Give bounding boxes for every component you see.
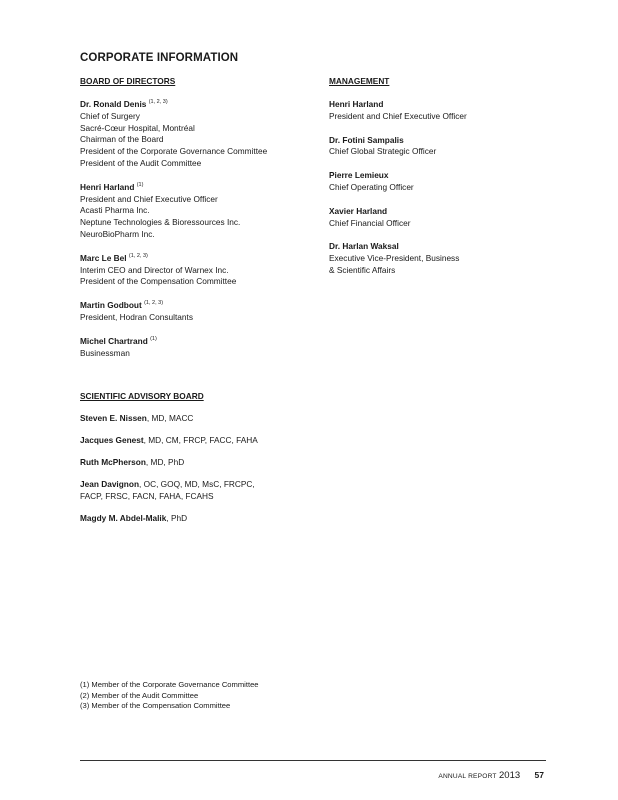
advisor-credentials: , MD, CM, FRCP, FACC, FAHA <box>143 434 258 445</box>
advisor-name: Magdy M. Abdel-Malik <box>80 513 167 524</box>
advisor-name: Jacques Genest <box>80 434 144 445</box>
manager-entry <box>329 99 549 123</box>
director-name: Marc Le Bel <box>80 252 127 263</box>
page-number: 57 <box>534 770 544 780</box>
director-note: (1) <box>136 181 144 188</box>
board-heading: BOARD OF DIRECTORS <box>80 76 176 86</box>
manager-title: Chief Operating Officer <box>329 181 414 192</box>
director-entry <box>80 336 320 360</box>
director-line: Chief of Surgery <box>80 110 140 121</box>
scientific-advisory-board-section <box>80 391 340 525</box>
manager-name: Dr. Harlan Waksal <box>329 241 399 252</box>
director-line: NeuroBioPharm Inc. <box>80 228 155 239</box>
director-line: President, Hodran Consultants <box>80 311 193 322</box>
director-note: (1, 2, 3) <box>144 300 164 307</box>
advisor-credentials: , MD, PhD <box>145 457 185 468</box>
director-entry <box>80 253 320 288</box>
advisor-name: Steven E. Nissen <box>80 412 147 423</box>
manager-name: Henri Harland <box>329 99 384 109</box>
advisor-entry <box>80 457 340 469</box>
footnote: (3) Member of the Compensation Committee <box>80 701 231 710</box>
director-line: Chairman of the Board <box>80 134 164 145</box>
director-name: Michel Chartrand <box>80 335 148 346</box>
director-entry <box>80 300 320 324</box>
management-heading: MANAGEMENT <box>329 76 390 86</box>
director-line: Acasti Pharma Inc. <box>80 205 150 216</box>
director-entry <box>80 99 320 170</box>
director-line: President of the Corporate Governance Committee <box>80 146 268 157</box>
director-line: Sacré-Cœur Hospital, Montréal <box>80 122 195 133</box>
footer-divider <box>80 760 546 761</box>
footnote: (1) Member of the Corporate Governance Committee <box>80 680 259 689</box>
advisor-credentials: FACP, FRSC, FACN, FAHA, FCAHS <box>80 491 214 502</box>
management-section <box>329 76 549 277</box>
advisor-entry <box>80 435 340 447</box>
page-title: CORPORATE INFORMATION <box>80 52 239 64</box>
director-note: (1, 2, 3) <box>148 99 168 105</box>
footer-label: ANNUAL REPORT <box>438 773 497 780</box>
advisory-heading: SCIENTIFIC ADVISORY BOARD <box>80 391 204 401</box>
manager-title: & Scientific Affairs <box>329 264 396 275</box>
director-name: Henri Harland <box>80 181 135 192</box>
page-footer <box>438 770 544 781</box>
director-line: President of the Compensation Committee <box>80 276 237 287</box>
advisor-entry <box>80 513 340 525</box>
advisor-entry <box>80 479 340 503</box>
advisor-entry <box>80 413 340 425</box>
director-name: Dr. Ronald Denis <box>80 99 147 109</box>
manager-entry <box>329 135 549 159</box>
director-line: President of the Audit Committee <box>80 157 202 168</box>
advisor-credentials: , MD, MACC <box>146 412 194 423</box>
manager-title: Executive Vice-President, Business <box>329 253 460 264</box>
manager-name: Dr. Fotini Sampalis <box>329 134 404 145</box>
footnote: (2) Member of the Audit Committee <box>80 690 199 700</box>
director-line: Interim CEO and Director of Warnex Inc. <box>80 264 229 275</box>
manager-title: Chief Financial Officer <box>329 217 411 228</box>
advisor-credentials: , PhD <box>166 513 188 524</box>
director-note: (1) <box>150 335 157 342</box>
manager-title: Chief Global Strategic Officer <box>329 146 437 157</box>
footer-year: 2013 <box>499 770 521 781</box>
advisor-name: Jean Davignon <box>80 479 140 490</box>
director-line: Neptune Technologies & Bioressources Inc. <box>80 217 241 228</box>
manager-name: Xavier Harland <box>329 205 388 216</box>
director-line: Businessman <box>80 347 130 358</box>
manager-entry <box>329 206 549 230</box>
manager-title: President and Chief Executive Officer <box>329 110 467 121</box>
director-entry <box>80 182 320 241</box>
director-note: (1, 2, 3) <box>128 252 148 259</box>
board-of-directors-section <box>80 76 320 359</box>
advisor-credentials: , OC, GOQ, MD, MsC, FRCPC, <box>139 479 255 490</box>
director-line: President and Chief Executive Officer <box>80 193 218 204</box>
advisor-name: Ruth McPherson <box>80 457 146 468</box>
manager-name: Pierre Lemieux <box>329 170 389 181</box>
manager-entry <box>329 170 549 194</box>
manager-entry <box>329 241 549 276</box>
footnotes <box>80 680 259 712</box>
director-name: Martin Godbout <box>80 300 142 311</box>
